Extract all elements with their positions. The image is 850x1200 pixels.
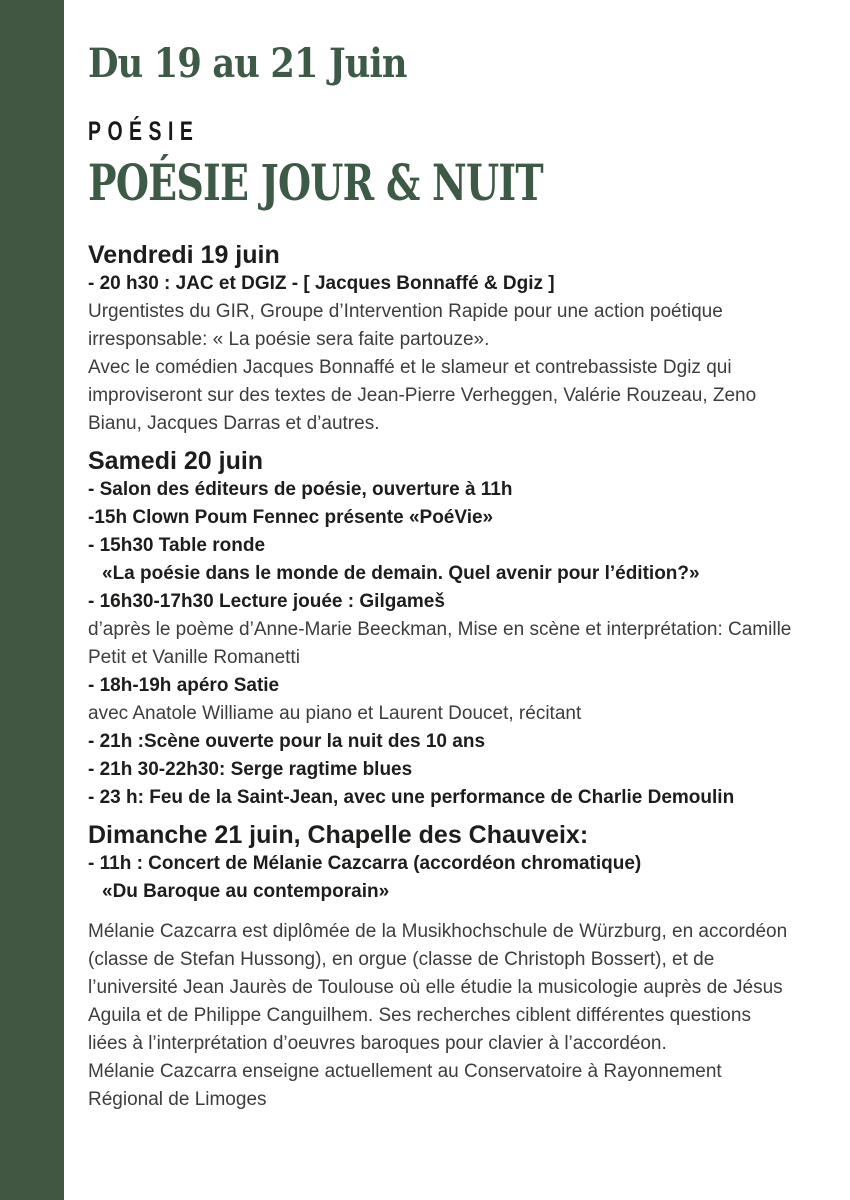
program-line: - 15h30 Table ronde [88,535,266,556]
day-heading: Samedi 20 juin [88,447,264,475]
program-line: - 11h : Concert de Mélanie Cazcarra (accordéon chromatique) [88,853,642,874]
day-heading: Vendredi 19 juin [88,241,280,269]
date-range-heading: Du 19 au 21 Juin [88,40,407,87]
program-paragraph: avec Anatole Williame au piano et Laurent Doucet, récitant [88,703,582,724]
program-line: «La poésie dans le monde de demain. Quel avenir pour l’édition?» [102,563,700,584]
program-line: - Salon des éditeurs de poésie, ouverture à 11h [88,479,513,500]
day-heading: Dimanche 21 juin, Chapelle des Chauveix: [88,821,589,849]
program-line: - 23 h: Feu de la Saint-Jean, avec une performance de Charlie Demoulin [88,787,735,808]
section-vendredi-19-juin [88,240,794,438]
program-paragraph: d’après le poème d’Anne-Marie Beeckman, Mise en scène et interprétation: Camille Petit et Vanille Romanetti [88,619,792,668]
program-line: - 21h 30-22h30: Serge ragtime blues [88,759,413,780]
section-dimanche-21-juin [88,820,794,1114]
program-page [88,0,794,1114]
artist-bio-paragraph: Mélanie Cazcarra est diplômée de la Musikhochschule de Würzburg, en accordéon (classe de Stefan Hussong), en orgue (classe de Christoph Bossert), et de l’université Jean Jaurès de Toulouse où elle étudie la musicologie auprès de Jésus Aguila et de Philippe Canguilhem. Ses recherches ciblent différentes questions liées à l’interprétation d’oeuvres baroques pour clavier à l’accordéon. [88,921,788,1054]
program-paragraph: Avec le comédien Jacques Bonnaffé et le slameur et contrebassiste Dgiz qui improviseront sur des textes de Jean-Pierre Verheggen, Valérie Rouzeau, Zeno Bianu, Jacques Darras et d’autres. [88,357,757,434]
program-line: - 18h-19h apéro Satie [88,675,280,696]
program-line: - 21h :Scène ouverte pour la nuit des 10 ans [88,731,486,752]
artist-bio-paragraph: Mélanie Cazcarra enseigne actuellement au Conservatoire à Rayonnement Régional de Limoges [88,1061,722,1110]
program-line: - 16h30-17h30 Lecture jouée : Gilgameš [88,591,445,612]
program-paragraph: Urgentistes du GIR, Groupe d’Intervention Rapide pour une action poétique irresponsable: « La poésie sera faite partouze». [88,301,723,350]
program-line: «Du Baroque au contemporain» [102,881,390,902]
event-title: POÉSIE JOUR & NUIT [88,153,543,212]
left-accent-bar [0,0,64,1200]
section-samedi-20-juin [88,446,794,812]
program-line: - 20 h30 : JAC et DGIZ - [ Jacques Bonnaffé & Dgiz ] [88,273,555,294]
category-label: POÉSIE [88,116,200,146]
program-line: -15h Clown Poum Fennec présente «PoéVie» [88,507,494,528]
